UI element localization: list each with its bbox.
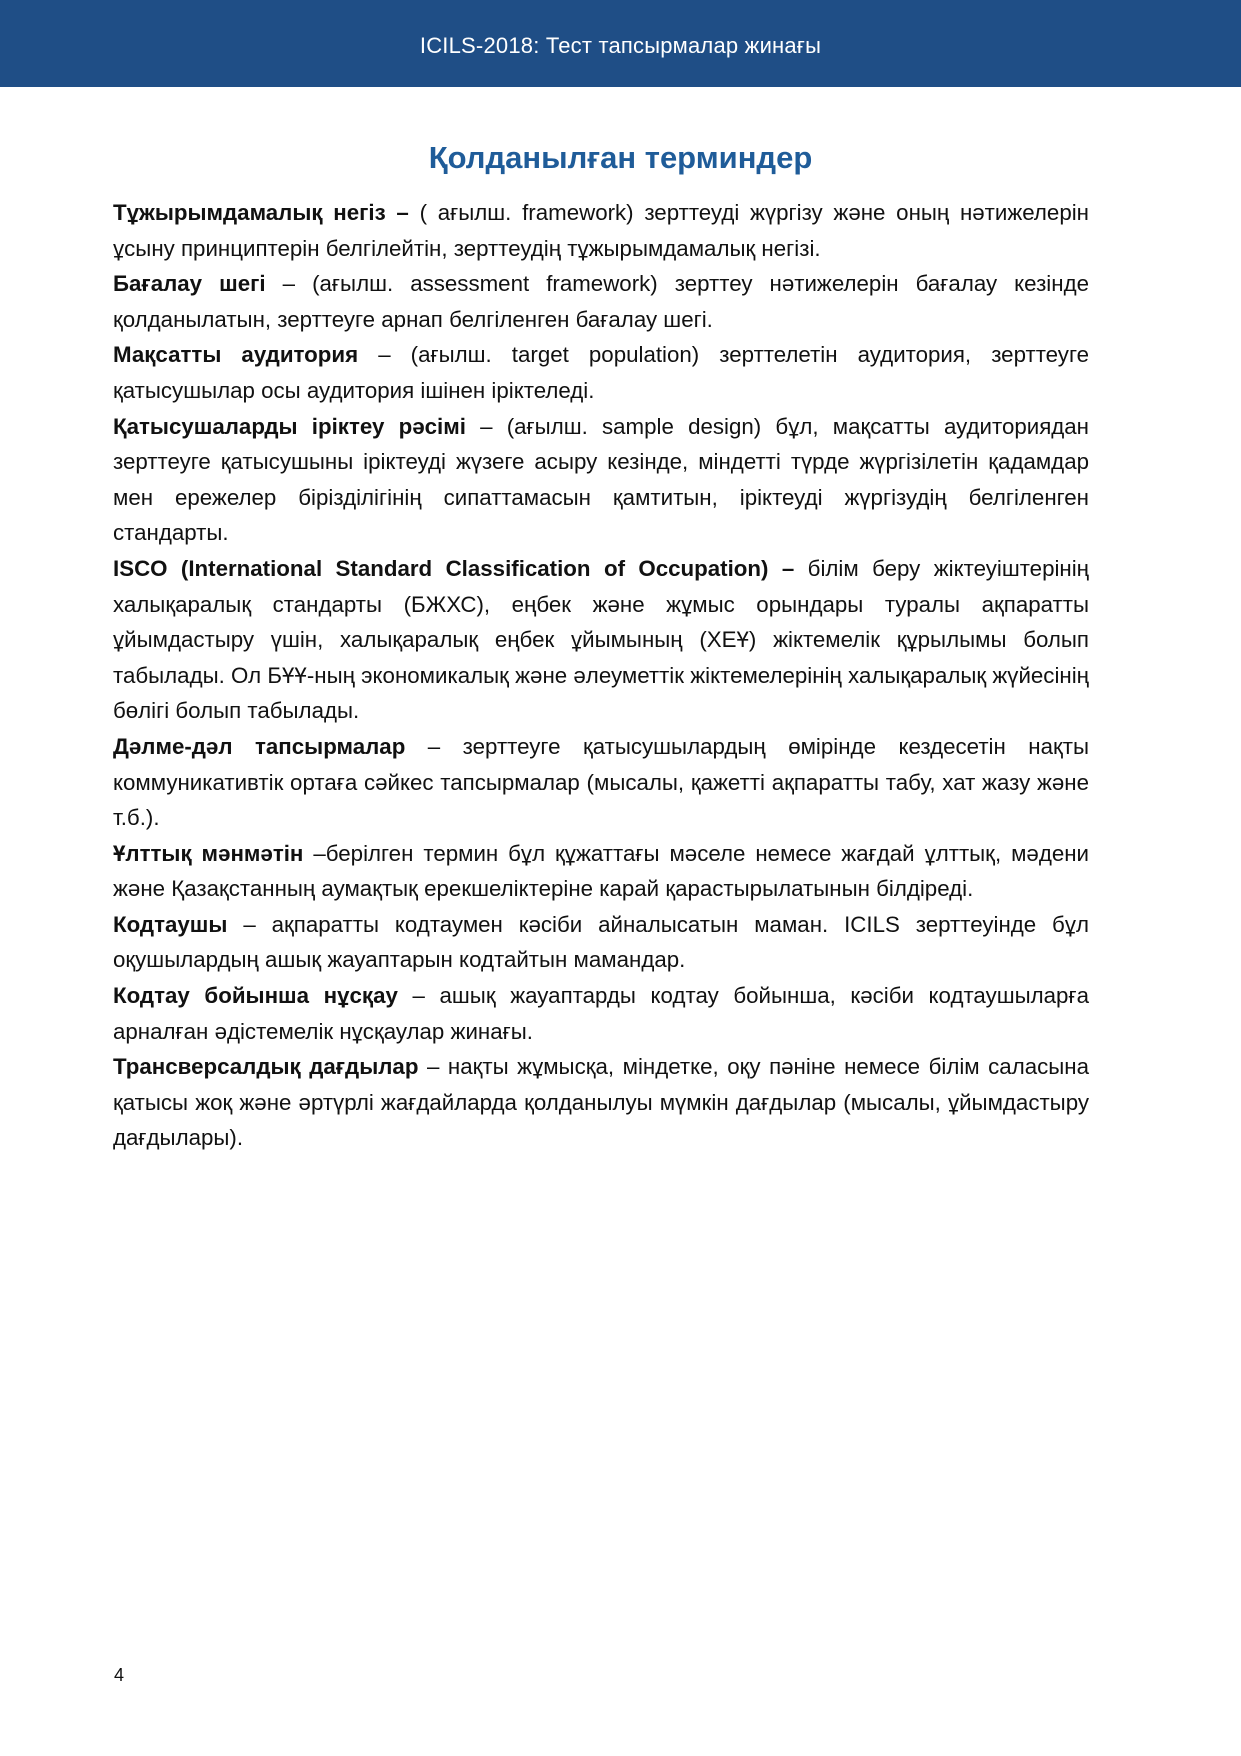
term-name: Трансверсалдық дағдылар: [113, 1054, 419, 1080]
term-entry: [113, 551, 1089, 729]
term-definition: – (ағылш. assessment framework) зерттеу нәтижелерін бағалау кезінде қолданылатын, зерттеуге арнап белгіленген бағалау шегі.: [113, 271, 1089, 332]
term-definition: – (ағылш. sample design) бұл, мақсатты аудиториядан зерттеуге қатысушыны іріктеуді жүзеге асыру кезінде, міндетті түрде жүргізілетін қадамдар мен ережелер бірізділігінің сипаттамасын қамтитын, іріктеуді жүргізудің белгіленген стандарты.: [113, 413, 1089, 546]
term-entry: [113, 409, 1089, 551]
term-entry: [113, 1049, 1089, 1156]
term-name: Кодтау бойынша нұсқау: [113, 983, 398, 1009]
term-name: Бағалау шегі: [113, 271, 266, 297]
term-name: ISCO (International Standard Classification of Occupation) –: [113, 555, 795, 581]
terms-list: [113, 195, 1089, 1156]
term-name: Қатысушаларды іріктеу рәсімі: [113, 413, 466, 439]
term-definition: білім беру жіктеуіштерінің халықаралық стандарты (БЖХС), еңбек және жұмыс орындары туралы ақпаратты ұйымдастыру үшін, халықаралық еңбек ұйымының (ХЕҰ) жіктемелік құрылымы болып табылады. Ол БҰҰ-ның экономикалық және әлеуметтік жіктемелерінің халықаралық жүйесінің бөлігі болып табылады.: [113, 555, 1089, 724]
term-definition: – (ағылш. target population) зерттелетін аудитория, зерттеуге қатысушылар осы аудитория ішінен іріктеледі.: [113, 342, 1089, 403]
term-definition: –берілген термин бұл құжаттағы мәселе немесе жағдай ұлттық, мәдени және Қазақстанның аумақтық ерекшеліктеріне карай қарастырылатынын білдіреді.: [113, 840, 1089, 902]
header-title: ICILS-2018: Тест тапсырмалар жинағы: [419, 33, 822, 58]
term-name: Мақсатты аудитория: [113, 342, 359, 368]
term-name: Кодтаушы: [113, 911, 228, 937]
term-entry: [113, 836, 1089, 907]
term-entry: [113, 337, 1089, 408]
term-definition: – нақты жұмысқа, міндетке, оқу пәніне немесе білім саласына қатысы жоқ және әртүрлі жағдайларда қолданылуы мүмкін дағдылар (мысалы, ұйымдастыру дағдылары).: [113, 1054, 1089, 1151]
term-entry: [113, 195, 1089, 266]
term-definition: – ақпаратты кодтаумен кәсіби айналысатын маман. ICILS зерттеуінде бұл оқушылардың ашық жауаптарын кодтайтын мамандар.: [113, 911, 1089, 973]
term-definition: – зерттеуге қатысушылардың өмірінде кездесетін нақты коммуникативтік ортаға сәйкес тапсырмалар (мысалы, қажетті ақпаратты табу, хат жазу және т.б.).: [113, 733, 1089, 831]
term-name: Тұжырымдамалық негіз –: [113, 200, 409, 225]
term-entry: [113, 978, 1089, 1049]
term-definition: ( ағылш. framework) зерттеуді жүргізу және оның нәтижелерін ұсыну принциптерін белгілейтін, зерттеудің тұжырымдамалық негізі.: [113, 200, 1089, 261]
term-name: Ұлттық мәнмәтін: [113, 840, 304, 866]
term-name: Дәлме-дәл тапсырмалар: [113, 733, 406, 759]
term-entry: [113, 729, 1089, 836]
page-title: Қолданылған терминдер: [428, 140, 813, 175]
term-entry: [113, 907, 1089, 978]
page-number: 4: [114, 1665, 125, 1685]
term-definition: – ашық жауаптарды кодтау бойынша, кәсіби кодтаушыларға арналған әдістемелік нұсқаулар жинағы.: [113, 983, 1089, 1044]
term-entry: [113, 266, 1089, 337]
